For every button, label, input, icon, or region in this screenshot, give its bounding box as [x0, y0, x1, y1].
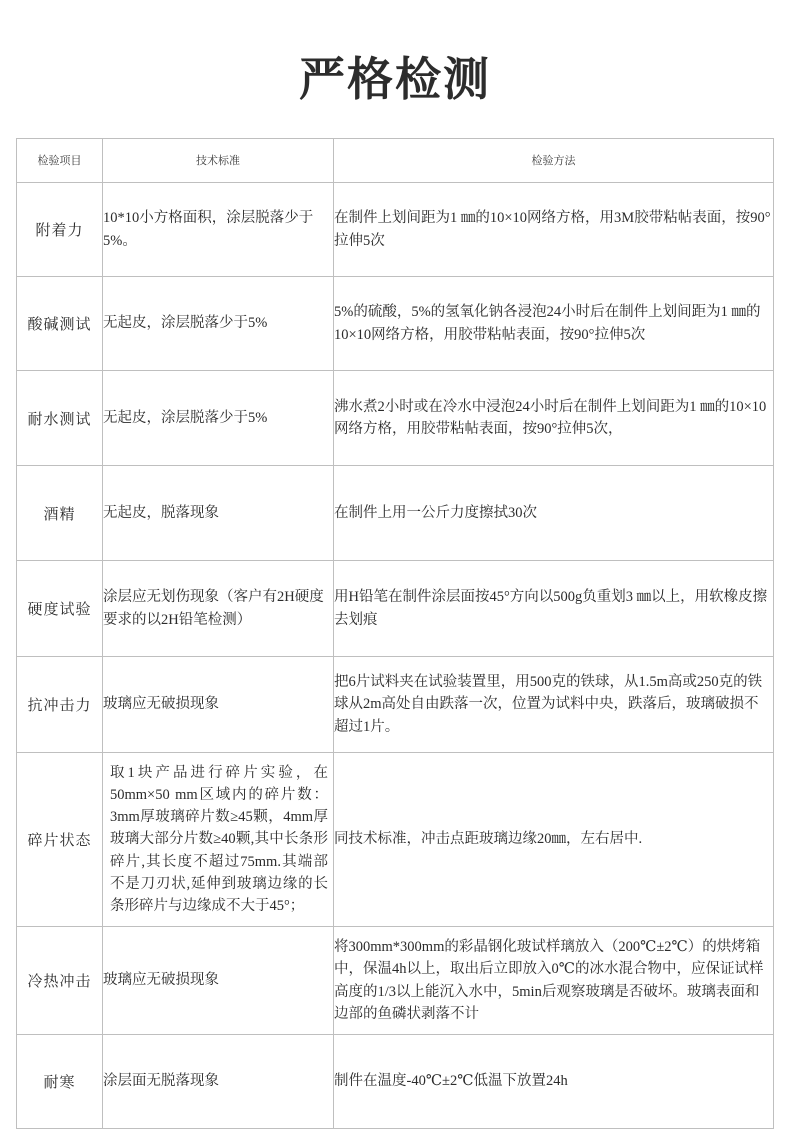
cell-standard: 玻璃应无破损现象	[103, 927, 334, 1035]
column-header-item: 检验项目	[17, 139, 103, 183]
cell-standard: 无起皮，涂层脱落少于5%	[103, 277, 334, 371]
cell-item: 碎片状态	[17, 753, 103, 927]
cell-item: 耐水测试	[17, 371, 103, 466]
cell-item: 耐寒	[17, 1035, 103, 1129]
table-row	[17, 466, 774, 561]
inspection-table-container	[16, 138, 773, 1129]
table-row	[17, 753, 774, 927]
page-title: 严格检测	[299, 52, 491, 106]
table-row	[17, 561, 774, 657]
cell-standard: 涂层应无划伤现象（客户有2H硬度要求的以2H铅笔检测）	[103, 561, 334, 657]
cell-standard: 无起皮，脱落现象	[103, 466, 334, 561]
cell-method: 制件在温度-40℃±2℃低温下放置24h	[334, 1035, 774, 1129]
cell-method: 用H铅笔在制件涂层面按45°方向以500g负重划3 ㎜以上，用软橡皮擦去划痕	[334, 561, 774, 657]
column-header-method: 检验方法	[334, 139, 774, 183]
cell-method: 将300mm*300mm的彩晶钢化玻试样璃放入（200℃±2℃）的烘烤箱中，保温4h以上，取出后立即放入0℃的冰水混合物中，应保证试样高度的1/3以上能沉入水中，5min后观察玻璃是否破坏。玻璃表面和边部的鱼磷状剥落不计	[334, 927, 774, 1035]
cell-item: 酒精	[17, 466, 103, 561]
cell-standard: 涂层面无脱落现象	[103, 1035, 334, 1129]
table-row	[17, 183, 774, 277]
cell-item: 附着力	[17, 183, 103, 277]
cell-item: 抗冲击力	[17, 657, 103, 753]
cell-method: 同技术标准，冲击点距玻璃边缘20㎜，左右居中.	[334, 753, 774, 927]
table-row	[17, 1035, 774, 1129]
cell-method: 在制件上用一公斤力度擦拭30次	[334, 466, 774, 561]
table-row	[17, 371, 774, 466]
table-row	[17, 277, 774, 371]
cell-method: 在制件上划间距为1 ㎜的10×10网络方格，用3M胶带粘帖表面，按90°拉伸5次	[334, 183, 774, 277]
cell-method: 5%的硫酸，5%的氢氧化钠各浸泡24小时后在制件上划间距为1 ㎜的10×10网络方格，用胶带粘帖表面，按90°拉伸5次	[334, 277, 774, 371]
cell-standard: 10*10小方格面积，涂层脱落少于5%。	[103, 183, 334, 277]
table-header-row	[17, 139, 774, 183]
table-row	[17, 657, 774, 753]
column-header-standard: 技术标准	[103, 139, 334, 183]
cell-item: 酸碱测试	[17, 277, 103, 371]
cell-method: 把6片试料夹在试验装置里，用500克的铁球，从1.5m高或250克的铁球从2m高处自由跌落一次，位置为试料中央，跌落后，玻璃破损不超过1片。	[334, 657, 774, 753]
table-row	[17, 927, 774, 1035]
cell-item: 冷热冲击	[17, 927, 103, 1035]
cell-standard: 取1块产品进行碎片实验，在50mm×50 mm区域内的碎片数：3mm厚玻璃碎片数≥45颗，4mm厚玻璃大部分片数≥40颗,其中长条形碎片,其长度不超过75mm.其端部不是刀刃状,延伸到玻璃边缘的长条形碎片与边缘成不大于45°；	[103, 753, 334, 927]
cell-item: 硬度试验	[17, 561, 103, 657]
cell-standard: 玻璃应无破损现象	[103, 657, 334, 753]
cell-method: 沸水煮2小时或在冷水中浸泡24小时后在制件上划间距为1 ㎜的10×10网络方格，用胶带粘帖表面，按90°拉伸5次，	[334, 371, 774, 466]
inspection-standards-table	[16, 138, 774, 1129]
cell-standard: 无起皮，涂层脱落少于5%	[103, 371, 334, 466]
